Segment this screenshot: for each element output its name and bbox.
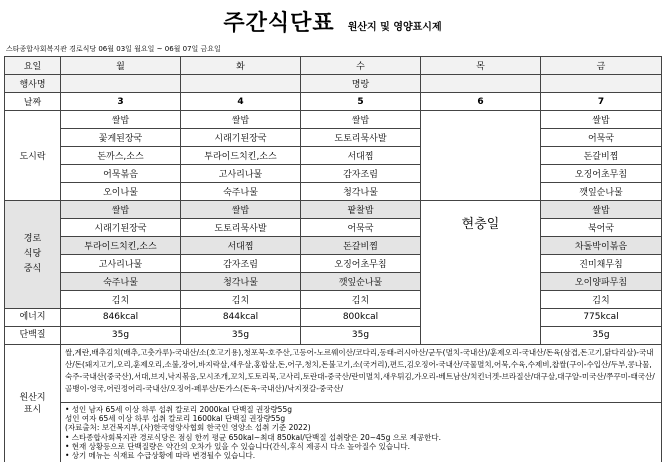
event-mon [61,75,181,93]
lunchbox-mon-item: 오이나물 [61,183,181,201]
title-bar [0,6,665,38]
protein-label: 단백질 [5,327,61,345]
senior-tue-item: 도토리묵사발 [181,219,301,237]
lunchbox-wed-item: 청각나물 [301,183,421,201]
note-line: (자료출처: 보건복지부,(사)한국영양사협회 한국인 영양소 섭취 기준 2022) [65,423,311,433]
date-wed: 5 [301,93,421,111]
senior-tue-item: 감자조림 [181,255,301,273]
event-label: 행사명 [5,75,61,93]
lunchbox-wed-item: 도토리묵사발 [301,129,421,147]
lunchbox-fri-item: 깻잎순나물 [541,183,662,201]
senior-meal-row [5,219,662,237]
lunchbox-row [5,147,662,165]
energy-wed: 800kcal [301,309,421,327]
lunchbox-mon-item: 꽃게된장국 [61,129,181,147]
lunchbox-wed-item: 서대찜 [301,147,421,165]
senior-meal-row [5,201,662,219]
lunchbox-thu-empty [421,111,541,201]
day-fri: 금 [541,57,662,75]
senior-tue-item: 쌀밥 [181,201,301,219]
menu-period: 스타종합사회복지관 경로식당 06월 03일 월요일 ~ 06월 07일 금요일 [6,45,221,53]
lunchbox-wed-item: 쌀밥 [301,111,421,129]
date-mon: 3 [61,93,181,111]
protein-mon: 35g [61,327,181,345]
origin-label: 원산지 표시 [5,345,61,462]
date-tue: 4 [181,93,301,111]
senior-tue-item: 청각나물 [181,273,301,291]
energy-tue: 844kcal [181,309,301,327]
senior-meal-row [5,237,662,255]
protein-tue: 35g [181,327,301,345]
notes-row [5,403,662,462]
day-tue: 화 [181,57,301,75]
page-subtitle: 원산지 및 영양표시제 [347,22,442,33]
senior-mon-item: 시래기된장국 [61,219,181,237]
lunchbox-row [5,165,662,183]
senior-mon-item: 쌀밥 [61,201,181,219]
protein-wed: 35g [301,327,421,345]
senior-meal-label: 경로 식당 중식 [5,201,61,309]
weekly-menu-table [4,56,662,462]
senior-tue-item: 김치 [181,291,301,309]
lunchbox-fri-item: 오징어초무침 [541,165,662,183]
day-row [5,57,662,75]
event-thu [421,75,541,93]
lunchbox-tue-item: 고사리나물 [181,165,301,183]
day-thu: 목 [421,57,541,75]
lunchbox-tue-item: 투라이드치킨,소스 [181,147,301,165]
energy-label: 에너지 [5,309,61,327]
lunchbox-row [5,183,662,201]
senior-wed-item: 김치 [301,291,421,309]
energy-mon: 846kcal [61,309,181,327]
senior-meal-row [5,255,662,273]
event-wed: 명랑 [301,75,421,93]
senior-wed-item: 어묵국 [301,219,421,237]
senior-wed-item: 오징어초무침 [301,255,421,273]
date-row [5,93,662,111]
event-tue [181,75,301,93]
lunchbox-tue-item: 숙주나물 [181,183,301,201]
senior-mon-item: 투라이드치킨,소스 [61,237,181,255]
lunchbox-label: 도시락 [5,111,61,201]
senior-wed-item: 돈갈비찜 [301,237,421,255]
lunchbox-tue-item: 시래기된장국 [181,129,301,147]
lunchbox-row [5,129,662,147]
protein-row [5,327,662,345]
protein-fri: 35g [541,327,662,345]
note-line: • 성인 남자 65세 이상 하루 섭취 칼로리 2000kal 단백질 권장량55g [65,405,292,414]
senior-fri-item: 김치 [541,291,662,309]
lunchbox-wed-item: 감자조림 [301,165,421,183]
senior-fri-item: 차돌박이볶음 [541,237,662,255]
energy-fri: 775kcal [541,309,662,327]
page-title: 주간식단표 [223,11,335,36]
event-row [5,75,662,93]
day-wed: 수 [301,57,421,75]
date-fri: 7 [541,93,662,111]
note-line: • 상기 메뉴는 식재료 수급상황에 따라 변경될수 있습니다. [65,451,256,461]
senior-fri-item: 오이양파무침 [541,273,662,291]
senior-mon-item: 숙주나물 [61,273,181,291]
holiday-note: 현충일 [421,201,541,345]
lunchbox-fri-item: 어묵국 [541,129,662,147]
note-line: • 현재 상황등으로 단백질량은 약간의 오차가 있을 수 있습니다(간식,후식 제공시 다소 높아질수 있습니다. [65,441,411,451]
senior-meal-row [5,291,662,309]
date-thu: 6 [421,93,541,111]
senior-mon-item: 김치 [61,291,181,309]
lunchbox-fri-item: 쌀밥 [541,111,662,129]
lunchbox-mon-item: 어묵볶음 [61,165,181,183]
senior-wed-item: 깻잎순나물 [301,273,421,291]
date-label: 날짜 [5,93,61,111]
day-label: 요일 [5,57,61,75]
senior-fri-item: 쌀밥 [541,201,662,219]
origin-text: 쌀,계란,배추김치(배추,고춧가루)-국내산/소(호고기용),청포묵-호주산,고등어-노르웨이산/코다리,동태-러시아산/군두(멸치-국내산)/훈제오리-국내산/돈육(삼겹,돈고기,닭다리살)-국내산/돈(돼지고기,오리,훈제오리,소불,장어,바지락살,새우살,홍합살,돈,어구,청치,돈불고기,소(국거리),편드,김오징어-국내산/국물멸치,어묵,수육,수제비,찹쌀(구이-수입산/두부,콩나물,숙주-국내산(중국산),서대,브지,낙지볶음,모시조개,꼬치,도토리묵,고사리,토란대-중국산/란미멸치,새우튀김,가오리-베트남산/치킨너겟-브라질산/대구살,대구알-미국산/쭈꾸미-태국산/골뱅이-영국,어린정어리-국내산/오징어-페루산/돈가스(돈육-국내산)/낙지젓갈-중국산/ [61,345,662,403]
nutrition-notes [61,403,662,462]
energy-row [5,309,662,327]
day-mon: 월 [61,57,181,75]
senior-meal-row [5,273,662,291]
note-line: 성인 여자 65세 이상 하루 섭취 칼로리 1600kal 단백질 권장량55g [65,414,286,424]
senior-tue-item: 서대찜 [181,237,301,255]
lunchbox-fri-item: 돈갈비찜 [541,147,662,165]
event-fri [541,75,662,93]
lunchbox-row [5,111,662,129]
lunchbox-mon-item: 쌀밥 [61,111,181,129]
senior-fri-item: 진미채무침 [541,255,662,273]
senior-wed-item: 팥찰밥 [301,201,421,219]
senior-fri-item: 북어국 [541,219,662,237]
note-line: • 스타종합사회복지관 경로식당은 점심 한끼 평균 650kal~최대 850kal/단백질 섭취량은 20~45g 으로 제공한다. [65,432,441,442]
senior-mon-item: 고사리나물 [61,255,181,273]
origin-row [5,345,662,403]
lunchbox-mon-item: 돈까스,소스 [61,147,181,165]
lunchbox-tue-item: 쌀밥 [181,111,301,129]
